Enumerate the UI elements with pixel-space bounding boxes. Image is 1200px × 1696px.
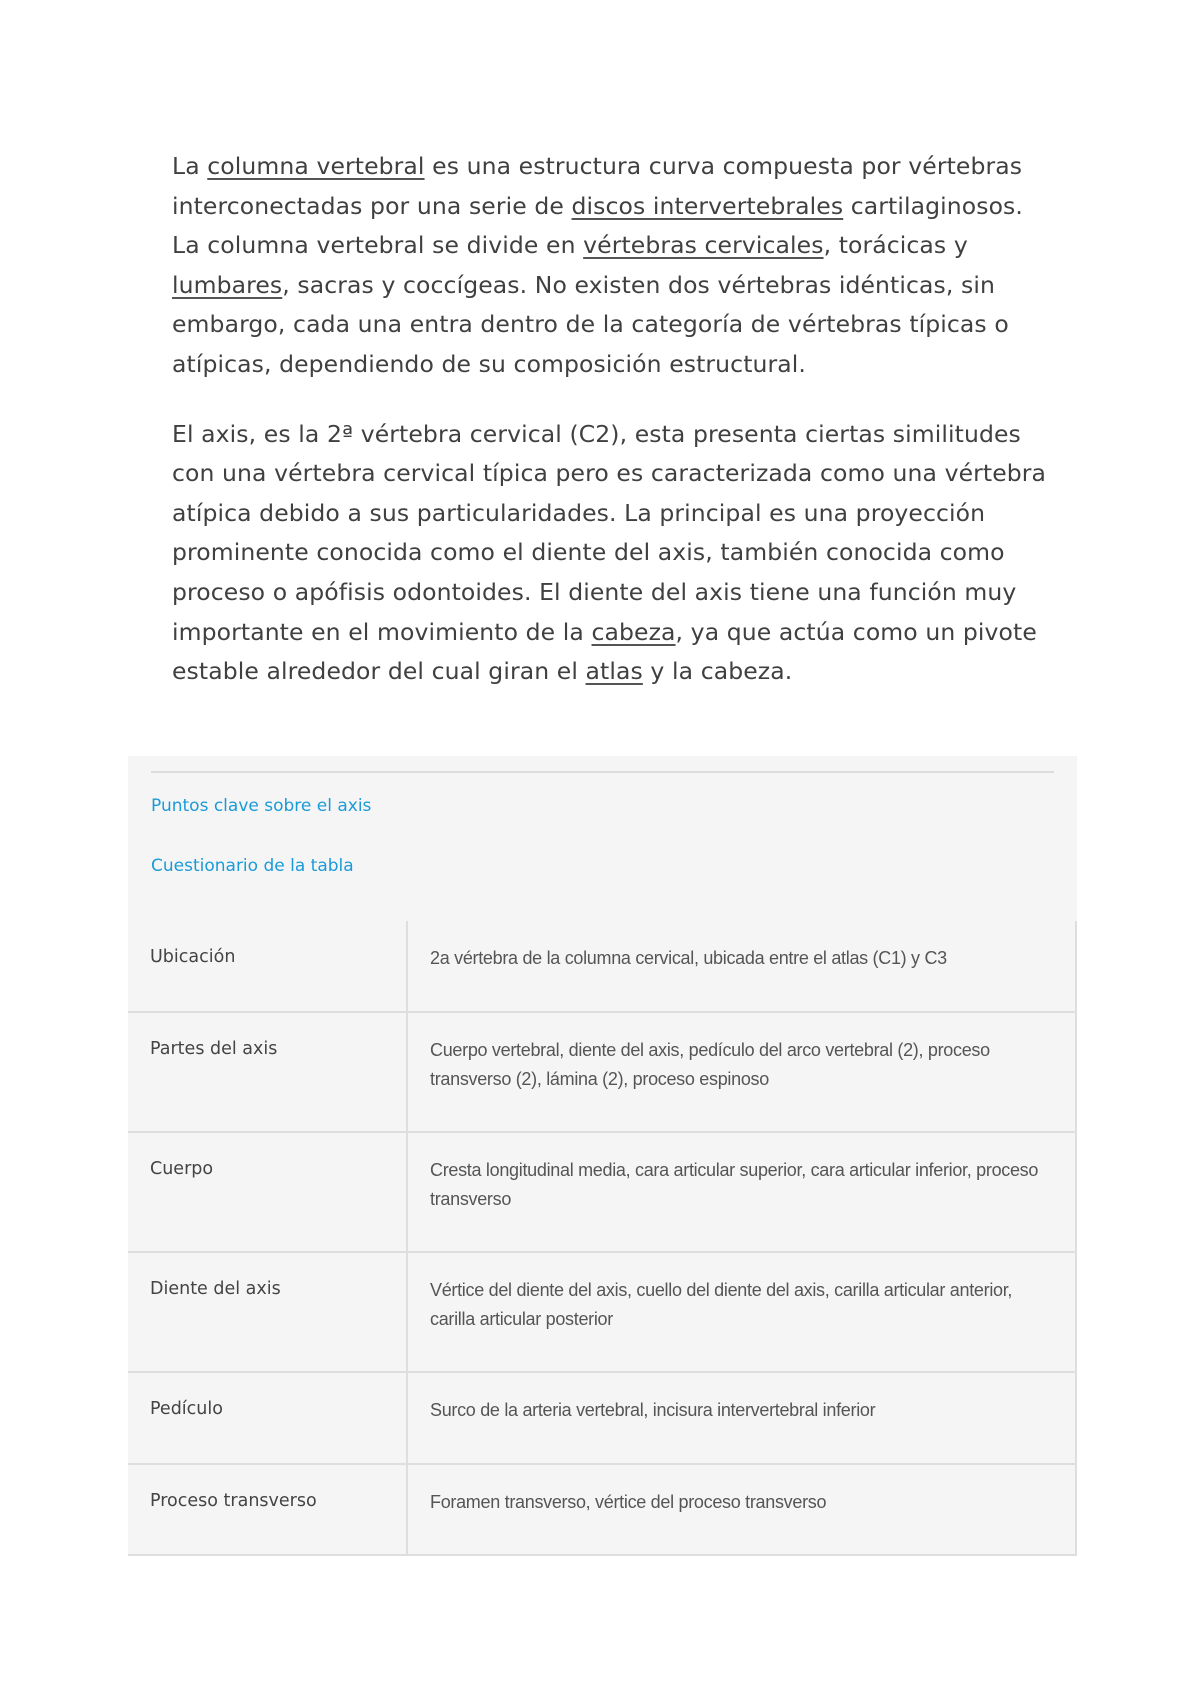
- paragraph-intro: [172, 147, 1052, 385]
- link-lumbares[interactable]: lumbares: [172, 270, 283, 299]
- row-label: Partes del axis: [128, 1012, 407, 1132]
- row-label: Proceso transverso: [128, 1464, 407, 1555]
- table-row: [128, 1252, 1076, 1372]
- article-body: [172, 147, 1052, 692]
- row-value: Cuerpo vertebral, diente del axis, pedículo del arco vertebral (2), proceso transverso (2), lámina (2), proceso espinoso: [407, 1012, 1076, 1132]
- row-value: 2a vértebra de la columna cervical, ubicada entre el atlas (C1) y C3: [407, 921, 1076, 1012]
- row-label: Ubicación: [128, 921, 407, 1012]
- text: , ya que actúa como un pivote estable alrededor del cual giran el: [172, 617, 1037, 686]
- row-label: Diente del axis: [128, 1252, 407, 1372]
- row-value: Vértice del diente del axis, cuello del diente del axis, carilla articular anterior, carilla articular posterior: [407, 1252, 1076, 1372]
- row-label: Pedículo: [128, 1372, 407, 1464]
- table-header-box: [128, 756, 1077, 921]
- text: es una estructura curva compuesta por vértebras interconectadas por una serie de: [172, 152, 1023, 220]
- table-row: [128, 1464, 1076, 1555]
- link-vertebras-cervicales[interactable]: vértebras cervicales: [583, 231, 824, 260]
- divider: [151, 771, 1054, 773]
- paragraph-axis: [172, 415, 1052, 692]
- table-row: [128, 1372, 1076, 1464]
- text: y la cabeza.: [642, 657, 793, 686]
- row-label: Cuerpo: [128, 1132, 407, 1252]
- link-columna-vertebral[interactable]: columna vertebral: [207, 152, 425, 180]
- text: La: [172, 152, 208, 180]
- row-value: Surco de la arteria vertebral, incisura intervertebral inferior: [407, 1372, 1076, 1464]
- text: El axis, es la 2ª vértebra cervical (C2), esta presenta ciertas similitudes con una vértebra cervical típica pero es caracterizada como una vértebra atípica debido a sus particularidades. La principal es una proyección prominente conocida como el diente del axis, también conocida como proceso o apófisis odontoides. El diente del axis tiene una función muy importante en el movimiento de la: [172, 419, 1047, 646]
- row-value: Cresta longitudinal media, cara articular superior, cara articular inferior, proceso transverso: [407, 1132, 1076, 1252]
- tab-cuestionario[interactable]: Cuestionario de la tabla: [151, 856, 354, 876]
- table-row: [128, 1132, 1076, 1252]
- text: , sacras y coccígeas. No existen dos vértebras idénticas, sin embargo, cada una entra dentro de la categoría de vértebras típicas o atípicas, dependiendo de su composición estructural.: [172, 270, 1009, 378]
- link-discos-intervertebrales[interactable]: discos intervertebrales: [571, 191, 844, 220]
- text: cartilaginosos. La columna vertebral se divide en: [172, 191, 1023, 260]
- table-row: [128, 921, 1076, 1012]
- link-atlas[interactable]: atlas: [585, 657, 643, 686]
- axis-key-points-table: [128, 921, 1077, 1556]
- row-value: Foramen transverso, vértice del proceso transverso: [407, 1464, 1076, 1555]
- table-row: [128, 1012, 1076, 1132]
- text: , torácicas y: [823, 231, 968, 260]
- tab-puntos-clave[interactable]: Puntos clave sobre el axis: [151, 796, 372, 816]
- link-cabeza[interactable]: cabeza: [591, 617, 676, 646]
